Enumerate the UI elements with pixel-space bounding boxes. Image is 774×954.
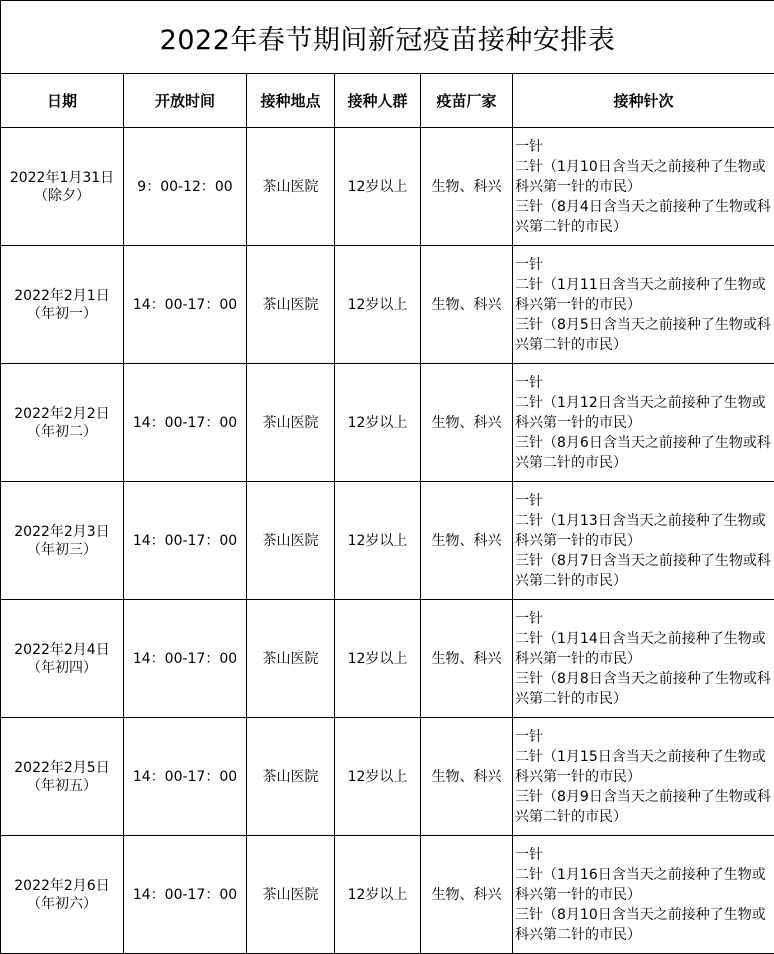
title-row xyxy=(1,1,774,74)
open-time-cell xyxy=(124,364,247,482)
header-row xyxy=(1,74,774,128)
doses-cell xyxy=(513,482,774,600)
manufacturer-text: 生物、科兴 xyxy=(432,651,502,667)
manufacturer-text: 生物、科兴 xyxy=(432,887,502,903)
dose-line: 一针 xyxy=(515,491,774,511)
dose-line: 一针 xyxy=(515,845,774,865)
location-text: 茶山医院 xyxy=(263,297,319,313)
target-group-text: 12岁以上 xyxy=(348,533,408,549)
target-group-cell xyxy=(335,600,421,718)
date-cell xyxy=(1,836,124,954)
manufacturer-text: 生物、科兴 xyxy=(432,533,502,549)
target-group-text: 12岁以上 xyxy=(348,769,408,785)
doses-cell xyxy=(513,718,774,836)
manufacturer-cell xyxy=(421,128,513,246)
date-text: 2022年2月1日 xyxy=(1,287,123,305)
dose-line: 二针（1月12日含当天之前接种了生物或科兴第一针的市民） xyxy=(515,393,774,433)
location-cell xyxy=(247,718,335,836)
header-target-group: 接种人群 xyxy=(335,74,421,128)
location-text: 茶山医院 xyxy=(263,533,319,549)
location-cell xyxy=(247,836,335,954)
doses-cell xyxy=(513,128,774,246)
open-time-cell xyxy=(124,246,247,364)
open-time-text: 14：00-17：00 xyxy=(133,297,237,313)
dose-line: 二针（1月13日含当天之前接种了生物或科兴第一针的市民） xyxy=(515,511,774,551)
dose-line: 二针（1月16日含当天之前接种了生物或科兴第一针的市民） xyxy=(515,865,774,905)
target-group-text: 12岁以上 xyxy=(348,179,408,195)
dose-line: 一针 xyxy=(515,137,774,157)
table-row xyxy=(1,482,774,600)
manufacturer-text: 生物、科兴 xyxy=(432,297,502,313)
open-time-text: 14：00-17：00 xyxy=(133,769,237,785)
open-time-text: 14：00-17：00 xyxy=(133,533,237,549)
date-cell xyxy=(1,600,124,718)
day-text: （年初六） xyxy=(1,895,123,913)
day-text: （年初三） xyxy=(1,541,123,559)
target-group-text: 12岁以上 xyxy=(348,297,408,313)
manufacturer-text: 生物、科兴 xyxy=(432,179,502,195)
dose-line: 一针 xyxy=(515,255,774,275)
day-text: （年初四） xyxy=(1,659,123,677)
open-time-text: 14：00-17：00 xyxy=(133,651,237,667)
open-time-cell xyxy=(124,128,247,246)
doses-cell xyxy=(513,246,774,364)
location-text: 茶山医院 xyxy=(263,415,319,431)
open-time-cell xyxy=(124,836,247,954)
target-group-cell xyxy=(335,718,421,836)
manufacturer-text: 生物、科兴 xyxy=(432,769,502,785)
table-row xyxy=(1,836,774,954)
day-text: （年初一） xyxy=(1,305,123,323)
manufacturer-cell xyxy=(421,836,513,954)
dose-line: 二针（1月15日含当天之前接种了生物或科兴第一针的市民） xyxy=(515,747,774,787)
location-cell xyxy=(247,364,335,482)
doses-cell xyxy=(513,836,774,954)
date-text: 2022年2月4日 xyxy=(1,641,123,659)
dose-line: 三针（8月10日含当天之前接种了生物或科兴第二针的市民） xyxy=(515,905,774,945)
dose-line: 三针（8月5日含当天之前接种了生物或科兴第二针的市民） xyxy=(515,315,774,355)
header-location: 接种地点 xyxy=(247,74,335,128)
location-text: 茶山医院 xyxy=(263,769,319,785)
day-text: （除夕） xyxy=(1,187,123,205)
target-group-cell xyxy=(335,482,421,600)
table-row xyxy=(1,600,774,718)
dose-line: 三针（8月9日含当天之前接种了生物或科兴第二针的市民） xyxy=(515,787,774,827)
dose-line: 二针（1月11日含当天之前接种了生物或科兴第一针的市民） xyxy=(515,275,774,315)
target-group-cell xyxy=(335,246,421,364)
date-text: 2022年2月3日 xyxy=(1,523,123,541)
open-time-cell xyxy=(124,718,247,836)
dose-line: 三针（8月8日含当天之前接种了生物或科兴第二针的市民） xyxy=(515,669,774,709)
table-row xyxy=(1,718,774,836)
manufacturer-cell xyxy=(421,482,513,600)
manufacturer-cell xyxy=(421,600,513,718)
manufacturer-cell xyxy=(421,246,513,364)
open-time-cell xyxy=(124,600,247,718)
header-doses: 接种针次 xyxy=(513,74,774,128)
open-time-cell xyxy=(124,482,247,600)
target-group-text: 12岁以上 xyxy=(348,887,408,903)
date-text: 2022年1月31日 xyxy=(1,169,123,187)
manufacturer-text: 生物、科兴 xyxy=(432,415,502,431)
table-row xyxy=(1,128,774,246)
location-cell xyxy=(247,246,335,364)
open-time-text: 14：00-17：00 xyxy=(133,415,237,431)
dose-line: 三针（8月4日含当天之前接种了生物或科兴第二针的市民） xyxy=(515,197,774,237)
header-date: 日期 xyxy=(1,74,124,128)
target-group-cell xyxy=(335,128,421,246)
location-cell xyxy=(247,128,335,246)
table-title: 2022年春节期间新冠疫苗接种安排表 xyxy=(1,1,774,74)
date-text: 2022年2月2日 xyxy=(1,405,123,423)
dose-line: 二针（1月10日含当天之前接种了生物或科兴第一针的市民） xyxy=(515,157,774,197)
target-group-cell xyxy=(335,836,421,954)
dose-line: 三针（8月7日含当天之前接种了生物或科兴第二针的市民） xyxy=(515,551,774,591)
table-row xyxy=(1,364,774,482)
date-cell xyxy=(1,128,124,246)
doses-cell xyxy=(513,600,774,718)
target-group-text: 12岁以上 xyxy=(348,415,408,431)
location-text: 茶山医院 xyxy=(263,887,319,903)
target-group-cell xyxy=(335,364,421,482)
dose-line: 二针（1月14日含当天之前接种了生物或科兴第一针的市民） xyxy=(515,629,774,669)
location-text: 茶山医院 xyxy=(263,651,319,667)
date-text: 2022年2月5日 xyxy=(1,759,123,777)
date-cell xyxy=(1,482,124,600)
open-time-text: 9：00-12：00 xyxy=(137,179,232,195)
location-text: 茶山医院 xyxy=(263,179,319,195)
header-manufacturer: 疫苗厂家 xyxy=(421,74,513,128)
date-cell xyxy=(1,364,124,482)
date-cell xyxy=(1,718,124,836)
open-time-text: 14：00-17：00 xyxy=(133,887,237,903)
location-cell xyxy=(247,600,335,718)
location-cell xyxy=(247,482,335,600)
day-text: （年初二） xyxy=(1,423,123,441)
doses-cell xyxy=(513,364,774,482)
dose-line: 一针 xyxy=(515,609,774,629)
manufacturer-cell xyxy=(421,718,513,836)
dose-line: 一针 xyxy=(515,727,774,747)
dose-line: 三针（8月6日含当天之前接种了生物或科兴第二针的市民） xyxy=(515,433,774,473)
dose-line: 一针 xyxy=(515,373,774,393)
date-text: 2022年2月6日 xyxy=(1,877,123,895)
date-cell xyxy=(1,246,124,364)
table-row xyxy=(1,246,774,364)
manufacturer-cell xyxy=(421,364,513,482)
header-open-time: 开放时间 xyxy=(124,74,247,128)
day-text: （年初五） xyxy=(1,777,123,795)
target-group-text: 12岁以上 xyxy=(348,651,408,667)
